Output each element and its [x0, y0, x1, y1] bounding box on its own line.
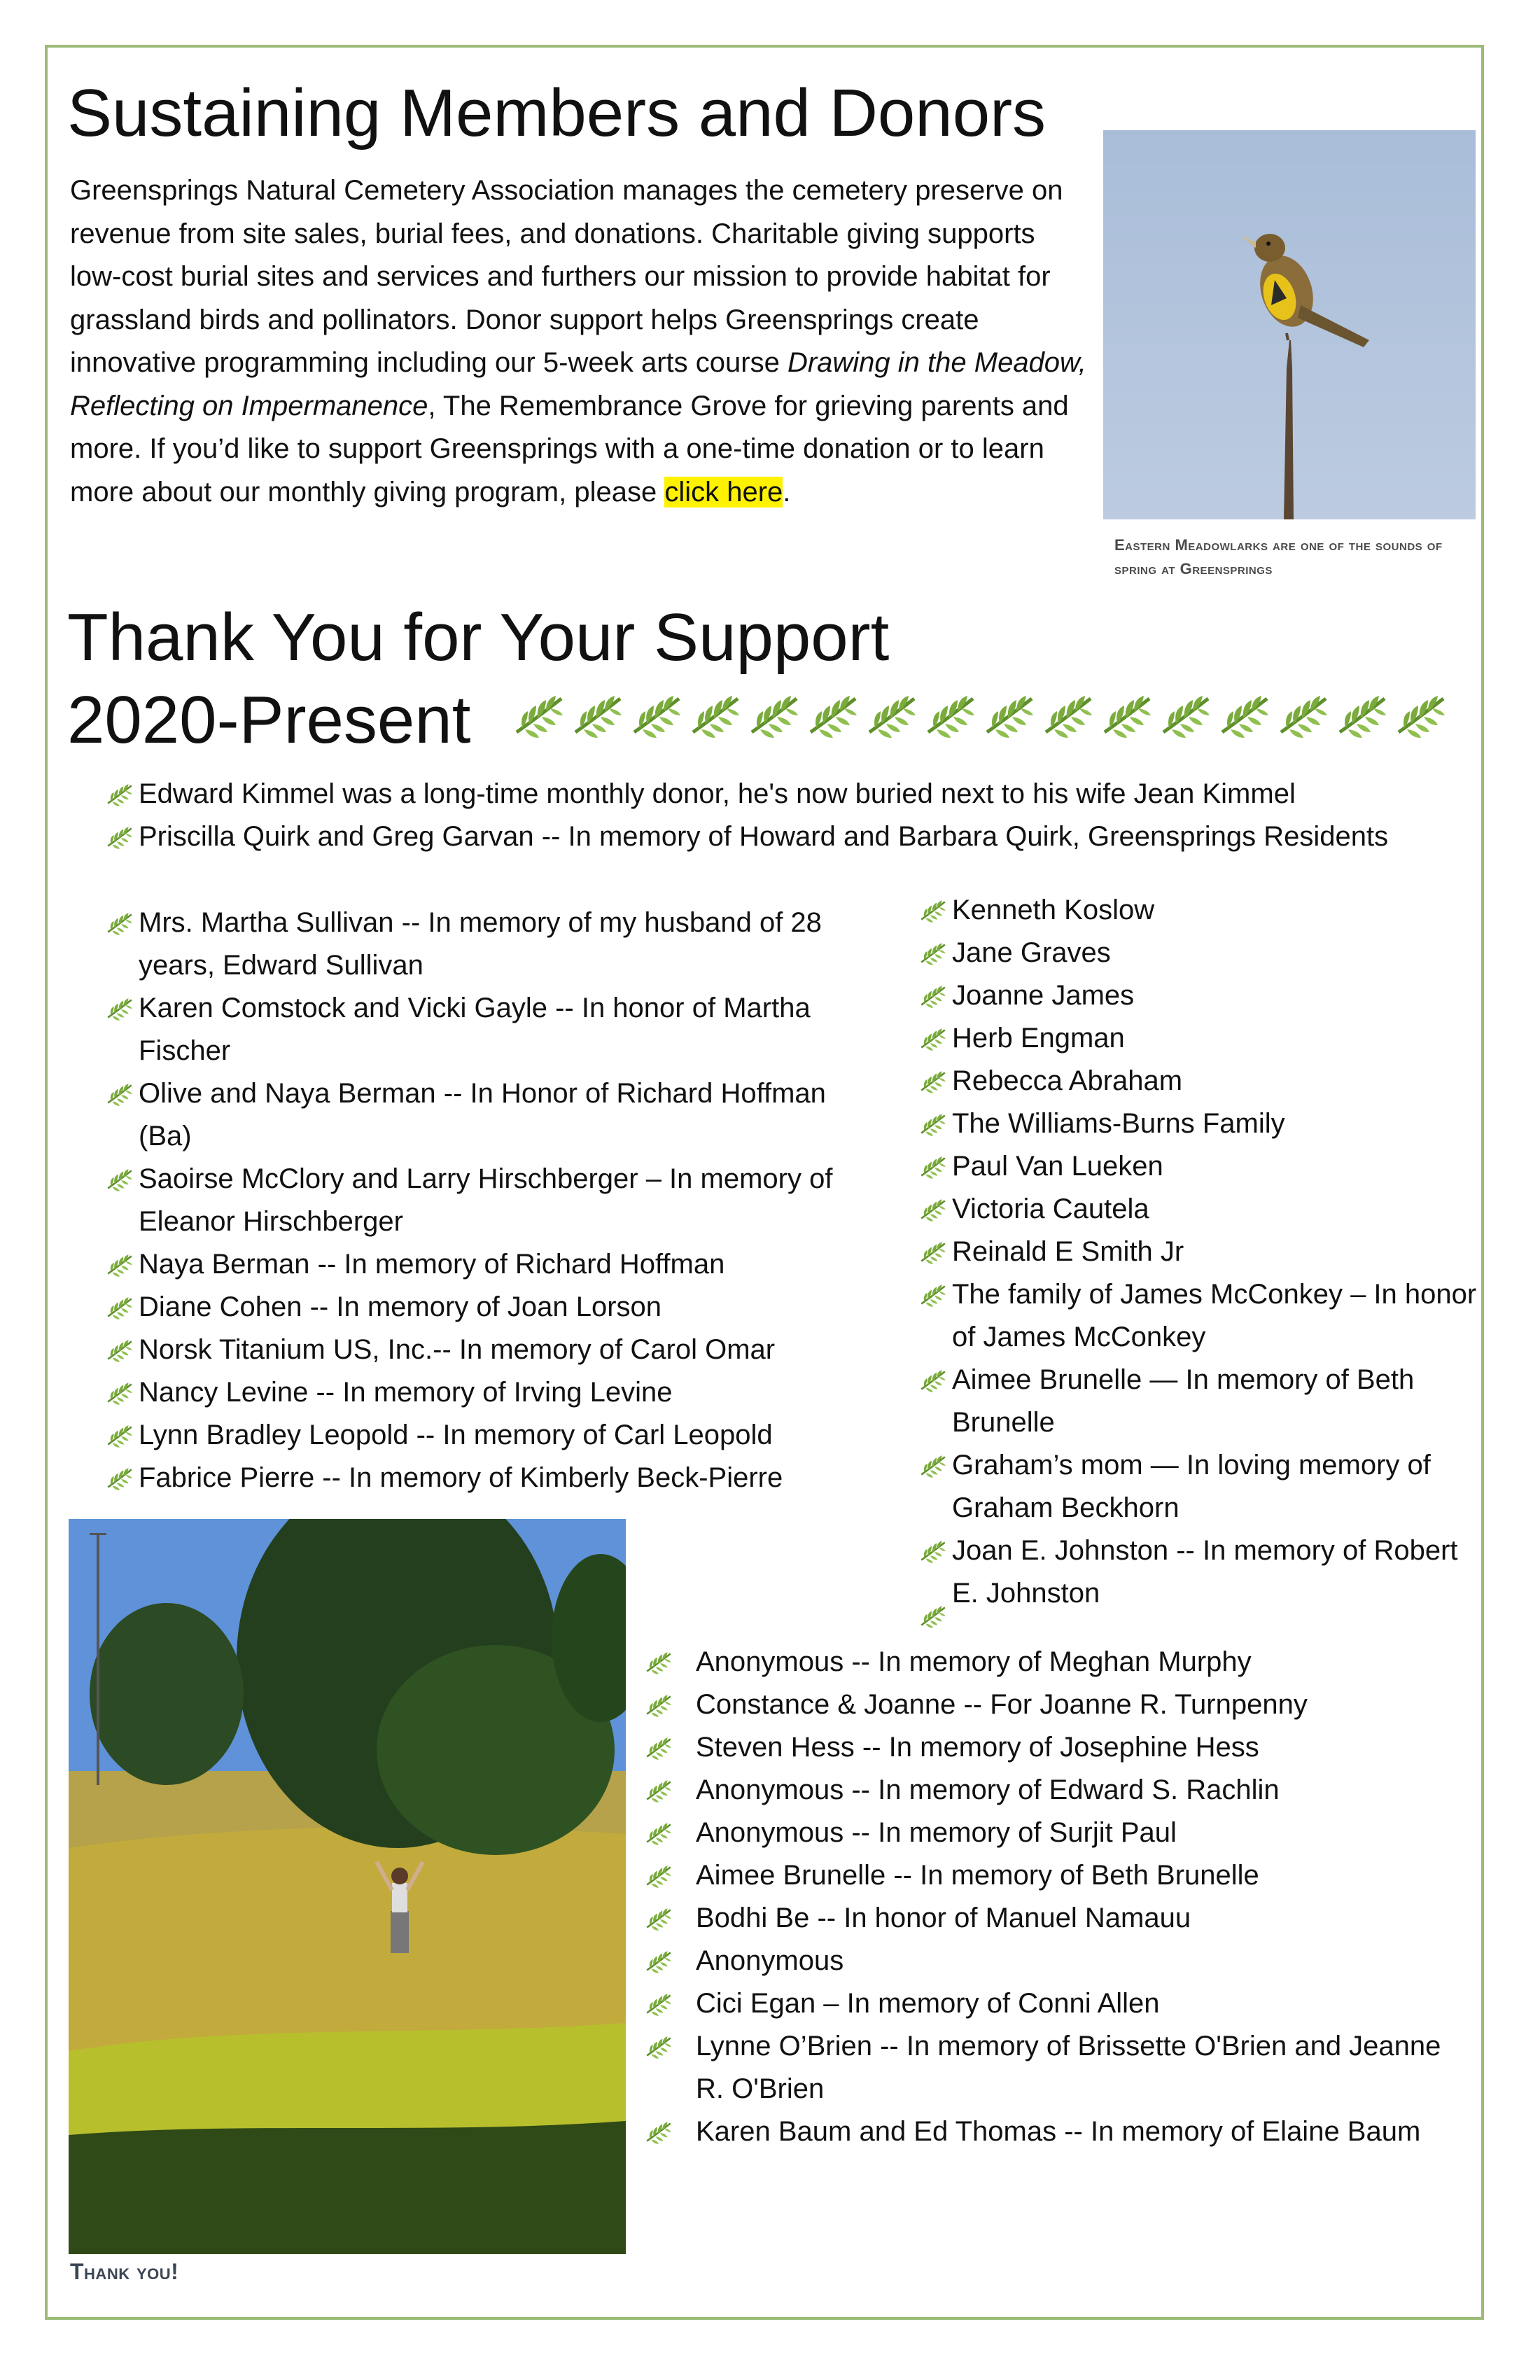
fern-divider	[511, 687, 1449, 743]
fern-icon	[105, 1464, 134, 1493]
meadowlark-photo	[1103, 130, 1476, 519]
donor-item	[644, 2110, 1470, 2153]
fern-icon	[105, 1165, 134, 1194]
fern-icon	[687, 687, 743, 743]
fern-icon	[918, 1280, 948, 1310]
donor-text: The family of James McConkey – In honor of James McConkey	[952, 1279, 1477, 1352]
fern-icon	[918, 1602, 948, 1631]
donor-text: Anonymous -- In memory of Surjit Paul	[696, 1817, 1177, 1848]
donor-text: Reinald E Smith Jr	[952, 1236, 1184, 1267]
donor-text: Anonymous -- In memory of Meghan Murphy	[696, 1646, 1252, 1677]
fern-icon	[105, 1336, 134, 1365]
donor-item	[644, 1641, 1470, 1684]
fern-icon	[644, 1947, 673, 1976]
donor-item	[644, 1726, 1470, 1769]
donor-item	[644, 1940, 1470, 1982]
donor-text: Steven Hess -- In memory of Josephine Hess	[696, 1732, 1259, 1763]
donor-text: Karen Baum and Ed Thomas -- In memory of Elaine Baum	[696, 2116, 1421, 2147]
donor-text: The Williams-Burns Family	[952, 1108, 1285, 1139]
meadow-photo	[69, 1519, 626, 2254]
fern-icon	[105, 1421, 134, 1450]
fern-icon	[1393, 687, 1449, 743]
fern-icon	[1217, 687, 1273, 743]
fern-icon	[981, 687, 1037, 743]
donor-text: Constance & Joanne -- For Joanne R. Turnpenny	[696, 1689, 1308, 1720]
donor-item	[918, 1231, 1478, 1273]
fern-icon	[644, 1819, 673, 1848]
fern-icon	[511, 687, 567, 743]
page-title: Sustaining Members and Donors	[67, 76, 1046, 150]
donor-list-right	[918, 889, 1478, 1615]
donor-item	[918, 1444, 1478, 1530]
donor-item	[644, 1684, 1470, 1726]
donor-item	[105, 1329, 861, 1371]
fern-icon	[1158, 687, 1214, 743]
donate-link[interactable]: click here	[664, 476, 783, 507]
donor-text: Joan E. Johnston -- In memory of Robert E. Johnston	[952, 1535, 1458, 1609]
donor-text: Herb Engman	[952, 1023, 1125, 1054]
donor-item	[644, 2025, 1470, 2110]
donor-text: Edward Kimmel was a long-time monthly donor, he's now buried next to his wife Jean Kimmel	[139, 778, 1296, 809]
intro-paragraph	[70, 169, 1092, 514]
donor-text: Aimee Brunelle -- In memory of Beth Brunelle	[696, 1860, 1259, 1891]
fern-icon	[1275, 687, 1331, 743]
donor-item	[644, 1897, 1470, 1940]
donor-text: Priscilla Quirk and Greg Garvan -- In memory of Howard and Barbara Quirk, Greensprings Residents	[139, 821, 1389, 852]
donor-item	[918, 1188, 1478, 1231]
donor-item	[105, 1457, 861, 1499]
fern-icon	[1099, 687, 1155, 743]
donor-text: Norsk Titanium US, Inc.-- In memory of Carol Omar	[139, 1334, 776, 1365]
fern-icon	[644, 1648, 673, 1677]
fern-icon	[918, 1152, 948, 1182]
fern-icon	[644, 1904, 673, 1933]
donor-item	[105, 1414, 861, 1457]
course-title: Drawing in the Meadow, Reflecting on Impermanence	[70, 347, 1086, 421]
donor-text: Victoria Cautela	[952, 1194, 1149, 1224]
fern-icon	[918, 1024, 948, 1054]
fern-icon	[105, 780, 134, 809]
donor-text: Graham’s mom — In loving memory of Graham Beckhorn	[952, 1450, 1431, 1523]
thanks-title-line2: 2020-Present	[67, 682, 471, 757]
donor-text: Naya Berman -- In memory of Richard Hoffman	[139, 1249, 725, 1280]
donor-text: Lynn Bradley Leopold -- In memory of Carl Leopold	[139, 1420, 773, 1450]
donor-text: Cici Egan – In memory of Conni Allen	[696, 1988, 1160, 2019]
fern-icon	[644, 2118, 673, 2147]
donor-text: Saoirse McClory and Larry Hirschberger – In memory of Eleanor Hirschberger	[139, 1163, 833, 1237]
donor-item	[918, 932, 1478, 974]
fern-icon	[918, 981, 948, 1011]
fern-icon	[105, 1293, 134, 1322]
intro-end: .	[783, 476, 791, 507]
fern-icon	[918, 1238, 948, 1267]
donor-item	[644, 1769, 1470, 1812]
donor-item	[105, 1072, 861, 1158]
fern-icon	[918, 1067, 948, 1096]
fern-icon	[1040, 687, 1096, 743]
donor-item	[105, 987, 861, 1072]
donor-item	[918, 1530, 1478, 1615]
fern-icon	[644, 1861, 673, 1891]
donor-item	[644, 1812, 1470, 1854]
donor-list-left	[105, 902, 861, 1499]
fern-icon	[105, 1079, 134, 1109]
donor-item	[105, 773, 1463, 816]
intro-text-2: , The Remembrance Grove for grieving parents and more. If you’d like to support Greensprings with a one-time donation or to learn more about our monthly giving program, please	[70, 390, 1069, 507]
fern-icon	[918, 1366, 948, 1395]
donor-text: Jane Graves	[952, 937, 1111, 968]
fern-icon	[644, 2032, 673, 2062]
donor-item	[918, 1145, 1478, 1188]
fern-icon	[918, 1451, 948, 1480]
fern-icon	[918, 896, 948, 925]
donor-text: Fabrice Pierre -- In memory of Kimberly Beck-Pierre	[139, 1462, 783, 1493]
donor-text: Bodhi Be -- In honor of Manuel Namauu	[696, 1903, 1191, 1933]
donor-item	[918, 1273, 1478, 1359]
bird-caption: Eastern Meadowlarks are one of the sounds of spring at Greensprings	[1114, 536, 1443, 578]
donor-item	[105, 1286, 861, 1329]
donor-text: Olive and Naya Berman -- In Honor of Richard Hoffman (Ba)	[139, 1078, 826, 1152]
donor-item	[918, 974, 1478, 1017]
fern-icon	[746, 687, 802, 743]
fern-icon	[918, 1536, 948, 1566]
donor-text: Joanne James	[952, 980, 1135, 1011]
donor-item	[644, 1982, 1470, 2025]
donor-item	[918, 1102, 1478, 1145]
fern-icon	[629, 687, 685, 743]
intro-text-1: Greensprings Natural Cemetery Association manages the cemetery preserve on revenue from site sales, burial fees, and donations. Charitable giving supports low-cost burial sites and services and furthers our mission to provide habitat for grassland birds and pollinators. Donor support helps Greensprings create innovative programming including our 5-week arts course	[70, 175, 1063, 378]
fern-icon	[105, 822, 134, 852]
donor-text: Anonymous -- In memory of Edward S. Rachlin	[696, 1774, 1280, 1805]
donor-text: Aimee Brunelle — In memory of Beth Brunelle	[952, 1364, 1415, 1438]
fern-icon	[1334, 687, 1390, 743]
fern-icon	[644, 1989, 673, 2019]
donor-list-full	[105, 773, 1463, 858]
donor-text: Nancy Levine -- In memory of Irving Levine	[139, 1377, 673, 1408]
thanks-caption: Thank you!	[70, 2259, 179, 2284]
donor-item	[918, 1017, 1478, 1060]
donor-item	[918, 889, 1478, 932]
donor-text: Anonymous	[696, 1945, 844, 1976]
donor-text: Mrs. Martha Sullivan -- In memory of my husband of 28 years, Edward Sullivan	[139, 907, 822, 981]
donor-item	[918, 1060, 1478, 1102]
fern-icon	[105, 994, 134, 1023]
fern-icon	[105, 909, 134, 938]
donor-item	[105, 902, 861, 987]
donor-item	[105, 1371, 861, 1414]
donor-text: Lynne O’Brien -- In memory of Brissette O'Brien and Jeanne R. O'Brien	[696, 2031, 1441, 2104]
fern-icon	[918, 1195, 948, 1224]
thanks-title-line1: Thank You for Your Support	[67, 600, 890, 675]
donor-item	[918, 1359, 1478, 1444]
donor-item	[644, 1854, 1470, 1897]
fern-icon	[105, 1378, 134, 1408]
fern-icon	[570, 687, 626, 743]
donor-item	[105, 816, 1463, 858]
fern-icon	[105, 1250, 134, 1280]
donor-list-bottom	[644, 1641, 1470, 2153]
donor-text: Kenneth Koslow	[952, 895, 1155, 925]
fern-icon	[805, 687, 861, 743]
donor-text: Rebecca Abraham	[952, 1065, 1183, 1096]
donor-text: Diane Cohen -- In memory of Joan Lorson	[139, 1292, 662, 1322]
fern-icon	[918, 1110, 948, 1139]
donor-text: Paul Van Lueken	[952, 1151, 1163, 1182]
fern-icon	[918, 939, 948, 968]
donor-item	[105, 1158, 861, 1243]
fern-icon	[923, 687, 979, 743]
fern-icon	[644, 1776, 673, 1805]
fern-icon	[644, 1690, 673, 1720]
donor-text: Karen Comstock and Vicki Gayle -- In honor of Martha Fischer	[139, 993, 811, 1066]
fern-icon	[864, 687, 920, 743]
fern-icon	[644, 1733, 673, 1763]
donor-item	[105, 1243, 861, 1286]
